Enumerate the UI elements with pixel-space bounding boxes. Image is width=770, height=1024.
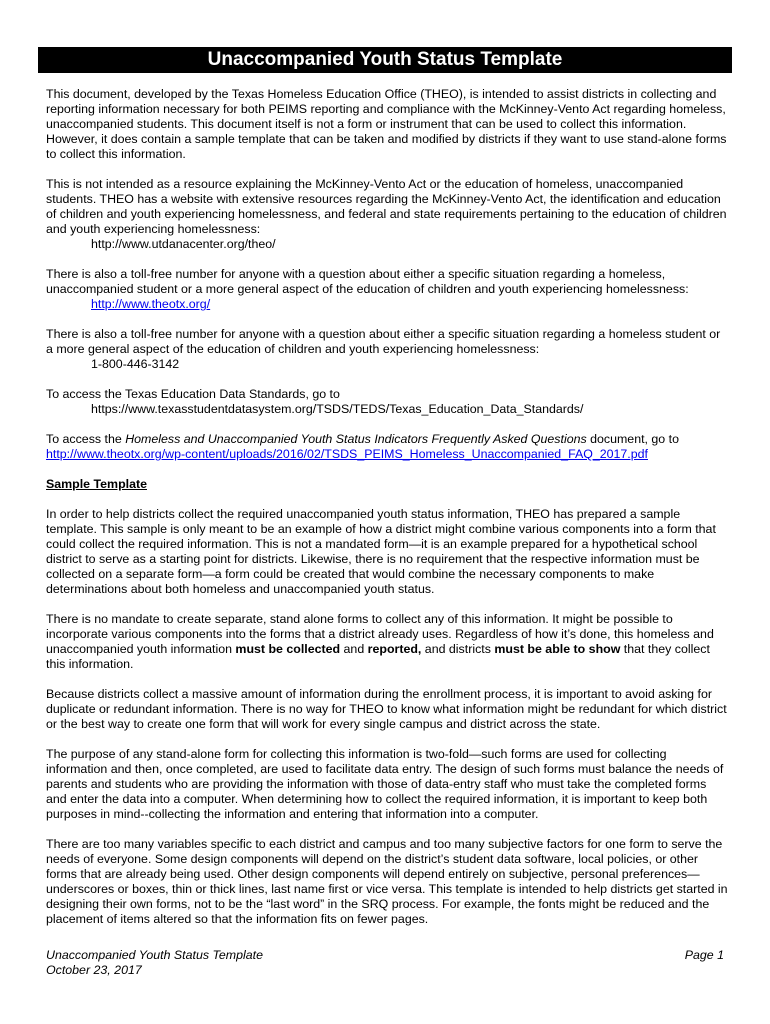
data-standards-text: To access the Texas Education Data Standards, go to [46,387,340,401]
footer-left [46,948,263,978]
mandate-text-e: that they collect this information. [46,642,710,671]
faq-paragraph [46,432,728,462]
mandate-text-a: There is no mandate to create separate, stand alone forms to collect any of this information. It might be possible to incorporate various components into the forms that a district already uses. Regardless of how it’s done, this homeless and unaccompanied youth information [46,612,714,656]
mandate-bold-2: reported, [367,642,422,656]
footer-doc-title: Unaccompanied Youth Status Template [46,948,263,962]
sample-paragraph: In order to help districts collect the required unaccompanied youth status information, THEO has prepared a sample template. This sample is only meant to be an example of how a district might combine various components into a form that could collect the required information. This is not a mandated form—it is an example prepared for a hypothetical school district to serve as a starting point for districts. Likewise, there is no requirement that the respective information must be collected on a separate form—a form could be created that would combine the necessary components to make determinations about both homeless and unaccompanied youth status. [46,507,716,596]
sample-template-heading: Sample Template [46,477,147,491]
mandate-paragraph [46,612,728,672]
faq-title: Homeless and Unaccompanied Youth Status Indicators Frequently Asked Questions [125,432,587,446]
document-title: Unaccompanied Youth Status Template [38,47,732,73]
phone-text: There is also a toll-free number for anyone with a question about either a specific situation regarding a homeless student or a more general aspect of the education of children and youth experiencing homelessness: [46,327,721,356]
purpose-paragraph: The purpose of any stand-alone form for collecting this information is two-fold—such forms are used for collecting information and then, once completed, are used to facilitate data entry. The design of such forms must balance the needs of parents and students who are providing the information with those of data-entry staff who must take the completed forms and enter the data into a computer. When determining how to collect the required information, it is important to keep both purposes in mind--collecting the information and entering that information into a computer. [46,747,724,821]
phone-number: 1-800-446-3142 [91,357,180,371]
mandate-bold-3: must be able to show [494,642,621,656]
redundancy-paragraph: Because districts collect a massive amount of information during the enrollment process, it is important to avoid asking for duplicate or redundant information. There is no way for THEO to know what information might be redundant for which district or the best way to create one form that will work for every single campus and district across the state. [46,687,727,731]
footer-date: October 23, 2017 [46,963,142,977]
faq-text-post: document, go to [586,432,679,446]
resource-paragraph [46,177,728,252]
resource-text: This is not intended as a resource explaining the McKinney-Vento Act or the education of homeless, unaccompanied students. THEO has a website with extensive resources regarding the McKinney-Vento Act, the identification and education of children and youth experiencing homelessness, and federal and state requirements pertaining to the education of children and youth experiencing homelessness: [46,177,727,236]
footer-page-number: Page 1 [684,948,724,962]
theotx-link[interactable]: http://www.theotx.org/ [91,297,211,311]
phone-paragraph [46,327,728,372]
faq-link[interactable]: http://www.theotx.org/wp-content/uploads/2016/02/TSDS_PEIMS_Homeless_Unaccompanied_FAQ_2017.pdf [46,447,648,461]
mandate-text-c: and [340,642,368,656]
theo-url: http://www.utdanacenter.org/theo/ [91,237,276,251]
website-text: There is also a toll-free number for anyone with a question about either a specific situation regarding a homeless, unaccompanied student or a more general aspect of the education of children and youth experiencing homelessness: [46,267,689,296]
document-body [46,87,728,942]
mandate-bold-1: must be collected [235,642,341,656]
faq-text-pre: To access the [46,432,126,446]
mandate-text-d: and districts [421,642,495,656]
website-paragraph [46,267,728,312]
data-standards-url: https://www.texasstudentdatasystem.org/TSDS/TEDS/Texas_Education_Data_Standards/ [91,402,584,416]
data-standards-paragraph [46,387,728,417]
intro-paragraph: This document, developed by the Texas Homeless Education Office (THEO), is intended to assist districts in collecting and reporting information necessary for both PEIMS reporting and compliance with the McKinney-Vento Act regarding homeless, unaccompanied students. This document itself is not a form or instrument that can be used to collect this information. However, it does contain a sample template that can be taken and modified by districts if they want to use stand-alone forms to collect this information. [46,87,727,161]
variables-paragraph: There are too many variables specific to each district and campus and too many subjective factors for one form to serve the needs of everyone. Some design components will depend on the district’s student data software, local policies, or other forms that are already being used. Other design components will depend entirely on subjective, personal preferences—underscores or boxes, thin or thick lines, last name first or vice versa. This template is intended to help districts get started in designing their own forms, not to be the “last word” in the SRQ process. For example, the fonts might be reduced and the placement of items altered so that the information fits on fewer pages. [46,837,728,926]
